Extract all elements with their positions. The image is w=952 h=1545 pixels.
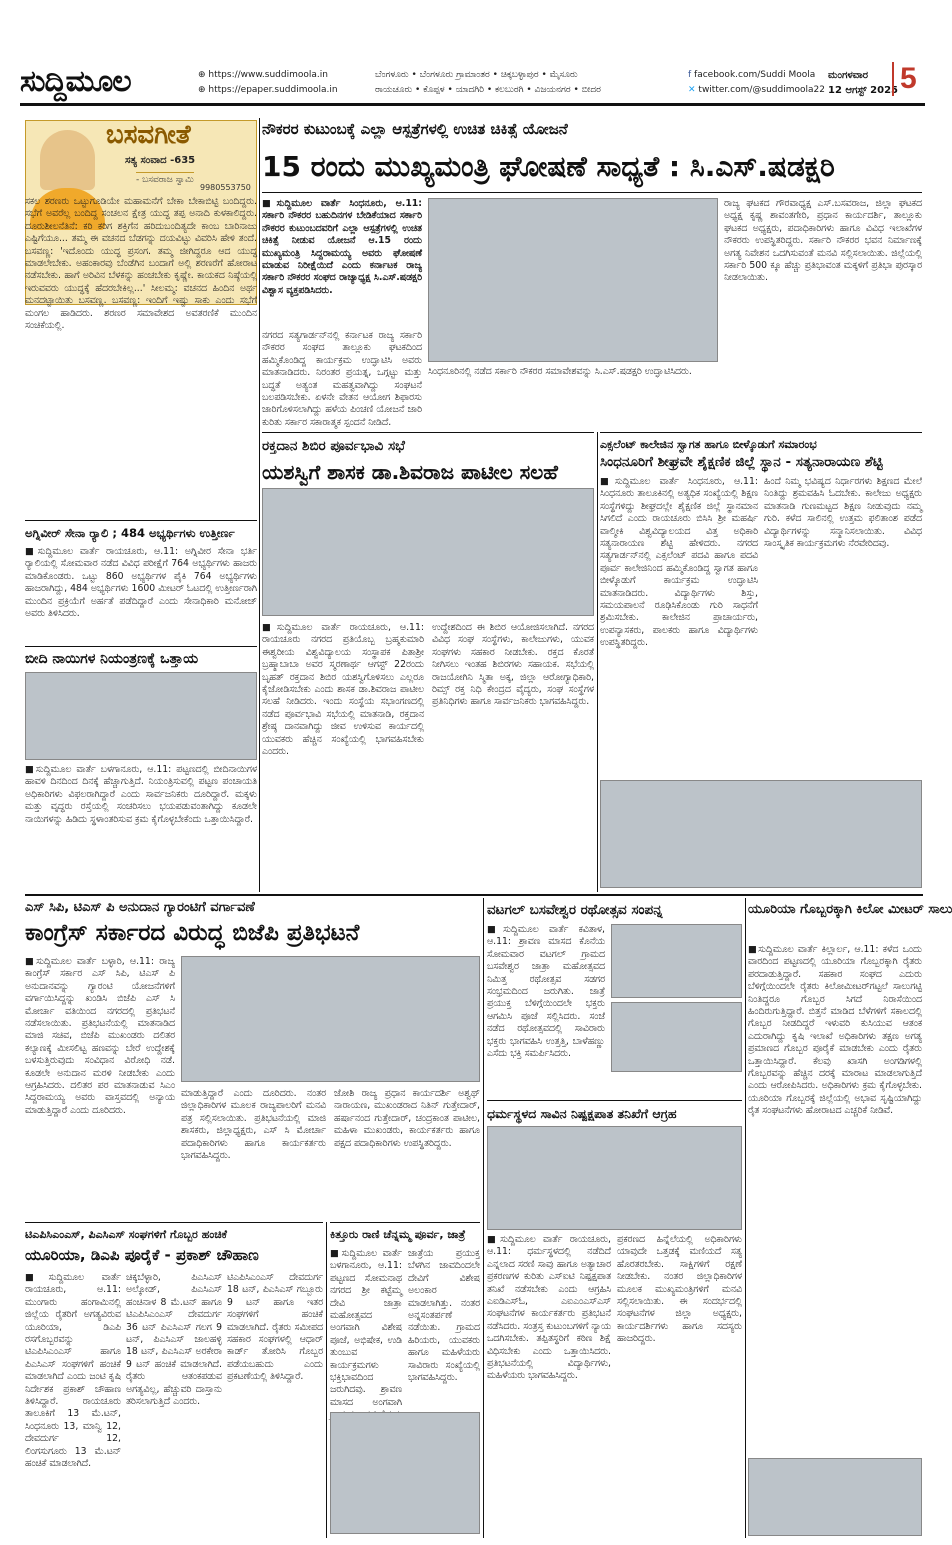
agniveer-headline[interactable]: ಅಗ್ನಿವೀರ್ ಸೇನಾ ರ‍್ಯಾಲಿ ; 484 ಅಭ್ಯರ್ಥಿಗಳು ಉತ್ತೀರ್ಣ (25, 526, 235, 540)
lead-column-right: ರಾಜ್ಯ ಘಟಕದ ಗೌರವಾಧ್ಯಕ್ಷ ಎಸ್.ಬಸವರಾಜ, ಜಿಲ್ಲಾ ಘಟಕದ ಅಧ್ಯಕ್ಷ ಕೃಷ್ಣ ಶಾವಂತಗೇರಿ, ಪ್ರಧಾನ ಕಾರ್ಯದರ್ಶಿ, ತಾಲ್ಲೂಕು ಘಟಕದ ಅಧ್ಯಕ್ಷರು, ಪದಾಧಿಕಾರಿಗಳು ಹಾಗೂ ವಿವಿಧ ಇಲಾಖೆಗಳ ನೌಕರರು ಉಪಸ್ಥಿತರಿದ್ದರು. ಸರ್ಕಾರಿ ನೌಕರರ ಭವನ ನಿರ್ಮಾಣಕ್ಕೆ ಅಗತ್ಯ ನಿವೇಶನ ಒದಗಿಸುವಂತೆ ಮನವಿ ಸಲ್ಲಿಸಲಾಯಿತು. ಜಿಲ್ಲೆಯಲ್ಲಿ ಸರ್ಕಾರಿ 500 ಕ್ಕೂ ಹೆಚ್ಚು ಪ್ರತಿಭಾವಂತ ಮಕ್ಕಳಿಗೆ ಪ್ರತಿಭಾ ಪುರಸ್ಕಾರ ನೀಡಲಾಯಿತು. (724, 198, 922, 284)
edition-cities (375, 68, 601, 98)
saint-portrait-head (40, 130, 95, 190)
stray-dogs-photo (25, 672, 257, 760)
social-links (688, 68, 825, 98)
urea-body: ■ಸುದ್ದಿಮೂಲ ವಾರ್ತೆ ಕಿಲ್ಲಾರ್ಲ, ಆ.11: ಕಳೆದ ಒಂದು ವಾರದಿಂದ ಪಟ್ಟಣದಲ್ಲಿ ಯೂರಿಯಾ ಗೊಬ್ಬರಕ್ಕಾಗಿ ರೈತರು ಪರದಾಡುತ್ತಿದ್ದಾರೆ. ಸಹಕಾರ ಸಂಘದ ಎದುರು ಬೆಳಿಗ್ಗೆಯಿಂದಲೇ ರೈತರು ಕಿಲೋಮೀಟರ್‌ಗಟ್ಟಲೆ ಸಾಲುಗಟ್ಟಿ ನಿಂತಿದ್ದರೂ ಗೊಬ್ಬರ ಸಿಗದೆ ನಿರಾಸೆಯಿಂದ ಹಿಂದಿರುಗುತ್ತಿದ್ದಾರೆ. ಬಿತ್ತನೆ ಮಾಡಿದ ಬೆಳೆಗಳಿಗೆ ಸಕಾಲದಲ್ಲಿ ಗೊಬ್ಬರ ನೀಡದಿದ್ದರೆ ಇಳುವರಿ ಕುಸಿಯುವ ಆತಂಕ ಎದುರಾಗಿದ್ದು ಕೃಷಿ ಇಲಾಖೆ ಅಧಿಕಾರಿಗಳು ತಕ್ಷಣ ಅಗತ್ಯ ಪ್ರಮಾಣದ ಗೊಬ್ಬರ ಪೂರೈಕೆ ಮಾಡಬೇಕು ಎಂದು ರೈತರು ಒತ್ತಾಯಿಸಿದ್ದಾರೆ. ಕೆಲವು ಖಾಸಗಿ ಅಂಗಡಿಗಳಲ್ಲಿ ಗೊಬ್ಬರವನ್ನು ಹೆಚ್ಚಿನ ದರಕ್ಕೆ ಮಾರಾಟ ಮಾಡಲಾಗುತ್ತಿದೆ ಎಂದು ಆರೋಪಿಸಿದರು. ಅಧಿಕಾರಿಗಳು ಕ್ರಮ ಕೈಗೊಳ್ಳಬೇಕು. ಯೂರಿಯಾ ಗೊಬ್ಬರಕ್ಕೆ ಜಿಲ್ಲೆಯಲ್ಲಿ ಅಭಾವ ಸೃಷ್ಟಿಯಾಗಿದ್ದು ರೈತ ಸಂಘಟನೆಗಳು ಹೋರಾಟದ ಎಚ್ಚರಿಕೆ ನೀಡಿವೆ. (748, 944, 922, 1117)
basavageete-author: - ಬಸವರಾಜ ಸ್ವಾಮಿ (136, 172, 194, 185)
kittur-headline[interactable]: ಕಿತ್ತೂರು ರಾಣಿ ಚೆನ್ನಮ್ಮ ಪೂರ್ವ, ಜಾತ್ರೆ (330, 1228, 466, 1241)
masthead-links (198, 68, 338, 98)
lead-headline[interactable]: 15 ರಂದು ಮುಖ್ಯಮಂತ್ರಿ ಘೋಷಣೆ ಸಾಧ್ಯತೆ : ಸಿ.ಎಸ್.ಷಡಕ್ಷರಿ (262, 150, 835, 183)
urea-headline[interactable]: ಯೂರಿಯಾ ಗೊಬ್ಬರಕ್ಕಾಗಿ ಕಿಲೋ ಮೀಟರ್ ಸಾಲು (748, 902, 952, 917)
bjp-column-1: ■ಸುದ್ದಿಮೂಲ ವಾರ್ತೆ ಬಳ್ಳಾರಿ, ಆ.11: ರಾಜ್ಯ ಕಾಂಗ್ರೆಸ್ ಸರ್ಕಾರ ಎಸ್ ಸಿಪಿ, ಟಿಎಸ್ ಪಿ ಅನುದಾನವನ್ನು ಗ್ಯಾರಂಟಿ ಯೋಜನೆಗಳಿಗೆ ವರ್ಗಾಯಿಸಿದ್ದನ್ನು ಖಂಡಿಸಿ ಬಿಜೆಪಿ ಎಸ್ ಸಿ ಮೋರ್ಚಾ ವತಿಯಿಂದ ನಗರದಲ್ಲಿ ಪ್ರತಿಭಟನೆ ನಡೆಸಲಾಯಿತು. ಪ್ರತಿಭಟನೆಯಲ್ಲಿ ಮಾತನಾಡಿದ ಮಾಜಿ ಸಚಿವ, ಬಿಜೆಪಿ ಮುಖಂಡರು ದಲಿತರ ಕಲ್ಯಾಣಕ್ಕೆ ಮೀಸಲಿಟ್ಟ ಹಣವನ್ನು ಬೇರೆ ಉದ್ದೇಶಕ್ಕೆ ಬಳಸುತ್ತಿರುವುದು ಸಂವಿಧಾನ ವಿರೋಧಿ ನಡೆ. ಕೂಡಲೇ ಅನುದಾನ ಮರಳಿ ನೀಡಬೇಕು ಎಂದು ಆಗ್ರಹಿಸಿದರು. ದಲಿತರ ಪರ ಮಾತನಾಡುವ ಸಿಎಂ ಸಿದ್ದರಾಮಯ್ಯ ಅವರು ವಾಸ್ತವದಲ್ಲಿ ಅನ್ಯಾಯ ಮಾಡುತ್ತಿದ್ದಾರೆ ಎಂದು ದೂರಿದರು. (25, 956, 175, 1116)
chauhan-kicker: ಟಿಎಪಿಸಿಎಂಎಸ್, ಪಿಎಸಿಎಸ್ ಸಂಘಗಳಿಗೆ ಗೊಬ್ಬರ ಹಂಚಿಕೆ (25, 1228, 227, 1241)
bjp-kicker: ಎಸ್ ಸಿಪಿ, ಟಿಎಸ್ ಪಿ ಅನುದಾನ ಗ್ಯಾರಂಟಿಗೆ ವರ್ಗಾವಣೆ (25, 900, 255, 915)
dharmasthala-headline[interactable]: ಧರ್ಮಸ್ಥಳದ ಸಾವಿನ ನಿಷ್ಪಕ್ಷಪಾತ ತನಿಖೆಗೆ ಆಗ್ರಹ (487, 1106, 677, 1121)
vatagal-body: ■ಸುದ್ದಿಮೂಲ ವಾರ್ತೆ ಕವಿತಾಳ, ಆ.11: ಶ್ರಾವಣ ಮಾಸದ ಕೊನೆಯ ಸೋಮವಾರ ವಟಗಲ್ ಗ್ರಾಮದ ಬಸವೇಶ್ವರ ಜಾತ್ರಾ ಮಹೋತ್ಸವದ ನಿಮಿತ್ತ ರಥೋತ್ಸವ ಸಡಗರ ಸಂಭ್ರಮದಿಂದ ಜರುಗಿತು. ಜಾತ್ರೆ ಪ್ರಯುಕ್ತ ಬೆಳಿಗ್ಗೆಯಿಂದಲೇ ಭಕ್ತರು ಆಗಮಿಸಿ ಪೂಜೆ ಸಲ್ಲಿಸಿದರು. ಸಂಜೆ ನಡೆದ ರಥೋತ್ಸವದಲ್ಲಿ ಸಾವಿರಾರು ಭಕ್ತರು ಭಾಗವಹಿಸಿ ಉತ್ತತ್ತಿ, ಬಾಳೆಹಣ್ಣು ಎಸೆದು ಭಕ್ತಿ ಸಮರ್ಪಿಸಿದರು. (487, 924, 605, 1060)
bjp-column-2: ಮಾಡುತ್ತಿದ್ದಾರೆ ಎಂದು ದೂರಿದರು. ನಂತರ ಜಿಲ್ಲಾಧಿಕಾರಿಗಳ ಮೂಲಕ ರಾಜ್ಯಪಾಲರಿಗೆ ಮನವಿ ಪತ್ರ ಸಲ್ಲಿಸಲಾಯಿತು. ಪ್ರತಿಭಟನೆಯಲ್ಲಿ ಮಾಜಿ ಶಾಸಕರು, ಜಿಲ್ಲಾಧ್ಯಕ್ಷರು, ಎಸ್ ಸಿ ಮೋರ್ಚಾ ಪದಾಧಿಕಾರಿಗಳು ಹಾಗೂ ಕಾರ್ಯಕರ್ತರು ಭಾಗವಹಿಸಿದ್ದರು. (181, 1088, 326, 1162)
farmers-queue-photo (748, 1458, 922, 1536)
vatagal-headline[interactable]: ವಟಗಲ್ ಬಸವೇಶ್ವರ ರಥೋತ್ಸವ ಸಂಪನ್ನ (487, 902, 663, 918)
divider (262, 432, 594, 433)
column-rule (259, 118, 260, 892)
kittur-column-1: ■ಸುದ್ದಿಮೂಲ ವಾರ್ತೆ ಬಳಗಾನೂರು, ಆ.11: ಪಟ್ಟಣದ ಸೋಮನಾಥ ನಗರದ ಶ್ರೀ ಕಟ್ಟೆಮ್ಮ ದೇವಿ ಜಾತ್ರಾ ಮಹೋತ್ಸವದ ಅಂಗವಾಗಿ ವಿಶೇಷ ಪೂಜೆ, ಅಭಿಷೇಕ, ಉಡಿ ತುಂಬುವ ಕಾರ್ಯಕ್ರಮಗಳು ಭಕ್ತಿಭಾವದಿಂದ ಜರುಗಿದವು. ಶ್ರಾವಣ ಮಾಸದ ಅಂಗವಾಗಿ (330, 1248, 402, 1408)
column-rule (326, 1222, 327, 1538)
chariot-photo (611, 924, 742, 998)
bjp-headline[interactable]: ಕಾಂಗ್ರೆಸ್ ಸರ್ಕಾರದ ವಿರುದ್ಧ ಬಿಜೆಪಿ ಪ್ರತಿಭಟನೆ (25, 920, 360, 946)
basavageete-subtitle: ಸತ್ಯ ಸಂವಾದ -635 (125, 155, 196, 166)
basavageete-title: ಬಸವಗೀತೆ (106, 120, 191, 150)
cities-row-1: ಬೆಂಗಳೂರು • ಬೆಂಗಳೂರು ಗ್ರಾಮಾಂತರ • ಚಿಕ್ಕಬಳ್ಳಾಪುರ • ಮೈಸೂರು (375, 70, 578, 80)
bjp-column-3: ಜೋಶಿ ರಾಜ್ಯ ಪ್ರಧಾನ ಕಾರ್ಯದರ್ಶಿ ಅಶ್ವಥ್ ನಾರಾಯಣ, ಮುಖಂಡರಾದ ನಿತಿನ್ ಗುತ್ತೇದಾರ್, ಹರ್ಷಾನಂದ ಗುತ್ತೇದಾರ್, ಚಂದ್ರಕಾಂತ ಪಾಟೀಲ, ಮಹಿಳಾ ಮುಖಂಡರು, ಕಾರ್ಯಕರ್ತರು ಹಾಗೂ ಪಕ್ಷದ ಪದಾಧಿಕಾರಿಗಳು ಉಪಸ್ಥಿತರಿದ್ದರು. (334, 1088, 480, 1149)
chauhan-column-2: ಚಿಕ್ಕಬೆಳ್ಳಾರಿ, ಪಿಎಸಿಎಸ್ ಅಲ್ಕೋಡ್, ಪಿಎಸಿಎಸ್ ಹಂಚಿನಾಳ 8 ಮೆ.ಟನ್ ಹಾಗೂ ಟಿಎಪಿಸಿಎಂಎಸ್ ದೇವದುರ್ಗ 36 ಟನ್ ಪಿಎಸಿಎಸ್ ಗಲಗ 9 ಟನ್, ಪಿಎಸಿಎಸ್ ಜಾಲಹಳ್ಳಿ 18 ಟನ್, ಪಿಎಸಿಎಸ್ ಅರಕೇರಾ 9 ಟನ್ ಹಂಚಿಕೆ ಮಾಡಲಾಗಿದೆ. ರೈತರು ಆತಂಕಪಡುವ ಅಗತ್ಯವಿಲ್ಲ, ಹೆಚ್ಚುವರಿ ದಾಸ್ತಾನು ತರಿಸಲಾಗುತ್ತಿದೆ ಎಂದರು. (126, 1272, 222, 1408)
crowd-photo (611, 1002, 742, 1072)
lead-photo (428, 198, 718, 362)
weekday: ಮಂಗಳವಾರ (828, 70, 869, 81)
chauhan-headline[interactable]: ಯೂರಿಯಾ, ಡಿಎಪಿ ಪೂರೈಕೆ - ಪ್ರಕಾಶ್ ಚೌಹಾಣ (25, 1246, 259, 1264)
basavageete-phone: 9980553750 (200, 183, 251, 192)
lead-photo-caption: ಸಿಂಧನೂರಿನಲ್ಲಿ ನಡೆದ ಸರ್ಕಾರಿ ನೌಕರರ ಸಮಾವೇಶವನ್ನು ಸಿ.ಎಸ್.ಷಡಕ್ಷರಿ ಉದ್ಘಾಟಿಸಿದರು. (428, 366, 692, 377)
divider (262, 192, 922, 193)
twitter-link[interactable]: ✕ twitter.com/@suddimoola22 (688, 85, 825, 95)
lead-intro: ■ಸುದ್ದಿಮೂಲ ವಾರ್ತೆ ಸಿಂಧನೂರು, ಆ.11: ಸರ್ಕಾರಿ ನೌಕರರ ಬಹುದಿನಗಳ ಬೇಡಿಕೆಯಾದ ಸರ್ಕಾರಿ ನೌಕರರ ಕುಟುಂಬದವರಿಗೆ ಎಲ್ಲಾ ಆಸ್ಪತ್ರೆಗಳಲ್ಲಿ ಉಚಿತ ಚಿಕಿತ್ಸೆ ನೀಡುವ ಯೋಜನೆ ಆ.15 ರಂದು ಮುಖ್ಯಮಂತ್ರಿ ಸಿದ್ದರಾಮಯ್ಯ ಅವರು ಘೋಷಣೆ ಮಾಡುವ ನಿರೀಕ್ಷೆಯಿದೆ ಎಂದು ಕರ್ನಾಟಕ ರಾಜ್ಯ ಸರ್ಕಾರಿ ನೌಕರರ ಸಂಘದ ರಾಜ್ಯಾಧ್ಯಕ್ಷ ಸಿ.ಎಸ್.ಷಡಕ್ಷರಿ ವಿಶ್ವಾಸ ವ್ಯಕ್ತಪಡಿಸಿದರು. (262, 198, 422, 296)
date-text: 12 ಆಗಸ್ಟ್ 2025 (828, 85, 898, 96)
website-link[interactable]: ⊕ https://www.suddimoola.in (198, 70, 328, 80)
college-kicker: ಎಕ್ಸಲೆಂಟ್ ಕಾಲೇಜಿನ ಸ್ವಾಗತ ಹಾಗೂ ಬೀಳ್ಕೊಡುಗೆ ಸಮಾರಂಭ (600, 438, 817, 451)
agniveer-body: ■ಸುದ್ದಿಮೂಲ ವಾರ್ತೆ ರಾಯಚೂರು, ಆ.11: ಅಗ್ನಿವೀರ ಸೇನಾ ಭರ್ತಿ ರ‍್ಯಾಲಿಯಲ್ಲಿ ಸೋಮವಾರ ನಡೆದ ವಿವಿಧ ಪರೀಕ್ಷೆಗೆ 764 ಅಭ್ಯರ್ಥಿಗಳು ಹಾಜರು ಮಾಡಿಕೊಂಡರು. ಒಟ್ಟು 860 ಅಭ್ಯರ್ಥಿಗಳ ಪೈಕಿ 764 ಅಭ್ಯರ್ಥಿಗಳು ಹಾಜರಾಗಿದ್ದು, 484 ಅಭ್ಯರ್ಥಿಗಳು 1600 ಮೀಟರ್ ಓಟದಲ್ಲಿ ಉತ್ತೀರ್ಣರಾಗಿ ಮುಂದಿನ ಪ್ರಕ್ರಿಯೆಗೆ ಅರ್ಹತೆ ಪಡೆದಿದ್ದಾರೆ ಎಂದು ಸೇನಾಧಿಕಾರಿ ಮನೋಜ್ ಅವರು ತಿಳಿಸಿದರು. (25, 546, 257, 620)
divider (25, 646, 257, 647)
lead-column-1: ನಗರದ ಸತ್ಯಗಾರ್ಡನ್‌ನಲ್ಲಿ ಕರ್ನಾಟಕ ರಾಜ್ಯ ಸರ್ಕಾರಿ ನೌಕರರ ಸಂಘದ ತಾಲ್ಲೂಕು ಘಟಕದಿಂದ ಹಮ್ಮಿಕೊಂಡಿದ್ದ ಕಾರ್ಯಕ್ರಮ ಉದ್ಘಾಟಿಸಿ ಅವರು ಮಾತನಾಡಿದರು. ನಿರಂತರ ಪ್ರಯತ್ನ, ಒಗ್ಗಟ್ಟು ಮತ್ತು ಬದ್ಧತೆ ಅತ್ಯಂತ ಮಹತ್ವವಾಗಿದ್ದು ಸಂಘಟನೆ ಬಲಪಡಿಸಬೇಕು. ಏಳನೇ ವೇತನ ಆಯೋಗ ಶಿಫಾರಸು ಜಾರಿಗೊಳಿಸಲಾಗಿದ್ದು ಹಳೆಯ ಪಿಂಚಣಿ ಯೋಜನೆ ಜಾರಿ ಕುರಿತು ಸರ್ಕಾರ ಸಕಾರಾತ್ಮಕ ಸ್ಪಂದನೆ ನೀಡಿದೆ. (262, 330, 422, 428)
college-column-1: ■ಸುದ್ದಿಮೂಲ ವಾರ್ತೆ ಸಿಂಧನೂರು, ಆ.11: ಸಿಂಧನೂರು ತಾಲೂಕಿನಲ್ಲಿ ಅತ್ಯಧಿಕ ಸಂಖ್ಯೆಯಲ್ಲಿ ಶಿಕ್ಷಣ ಸಂಸ್ಥೆಗಳಿದ್ದು ಶೀಘ್ರದಲ್ಲೇ ಶೈಕ್ಷಣಿಕ ಜಿಲ್ಲೆ ಸ್ಥಾನಮಾನ ಸಿಗಲಿದೆ ಎಂದು ರಾಯಚೂರು ಬಿಸಿಸಿ ಶ್ರೀ ಮಹರ್ಷಿ ವಾಲ್ಮೀಕಿ ವಿಶ್ವವಿದ್ಯಾಲಯದ ವಿತ್ತ ಅಧಿಕಾರಿ ಸತ್ಯನಾರಾಯಣ ಶೆಟ್ಟಿ ಹೇಳಿದರು. ನಗರದ ಸತ್ಯಗಾರ್ಡನ್‌ನಲ್ಲಿ ಎಕ್ಸಲೆಂಟ್ ಪದವಿ ಹಾಗೂ ಪದವಿ ಪೂರ್ವ ಕಾಲೇಜಿನಿಂದ ಹಮ್ಮಿಕೊಂಡಿದ್ದ ಸ್ವಾಗತ ಹಾಗೂ ಬೀಳ್ಕೊಡುಗೆ ಕಾರ್ಯಕ್ರಮ ಉದ್ಘಾಟಿಸಿ ಮಾತನಾಡಿದರು. ವಿದ್ಯಾರ್ಥಿಗಳು ಶಿಸ್ತು, ಸಮಯಪಾಲನೆ ರೂಢಿಸಿಕೊಂಡು ಗುರಿ ಸಾಧನೆಗೆ ಶ್ರಮಿಸಬೇಕು. ಕಾಲೇಜಿನ ಪ್ರಾಚಾರ್ಯರು, ಉಪನ್ಯಾಸಕರು, ಪಾಲಕರು ಹಾಗೂ ವಿದ್ಯಾರ್ಥಿಗಳು ಉಪಸ್ಥಿತರಿದ್ದರು. (600, 476, 758, 649)
divider (600, 432, 922, 433)
blood-meeting-photo (262, 488, 594, 616)
divider (330, 1222, 480, 1223)
college-headline[interactable]: ಸಿಂಧನೂರಿಗೆ ಶೀಘ್ರವೇ ಶೈಕ್ಷಣಿಕ ಜಿಲ್ಲೆ ಸ್ಥಾನ - ಸತ್ಯನಾರಾಯಣ ಶೆಟ್ಟಿ (600, 454, 883, 470)
kittur-deity-photo (330, 1412, 480, 1534)
page-number: 5 (892, 62, 917, 96)
facebook-icon: f (688, 70, 692, 80)
blood-kicker: ರಕ್ತದಾನ ಶಿಬಿರ ಪೂರ್ವಭಾವಿ ಸಭೆ (262, 438, 405, 454)
epaper-link[interactable]: ⊕ https://epaper.suddimoola.in (198, 85, 338, 95)
dogs-headline[interactable]: ಬೀದಿ ನಾಯಿಗಳ ನಿಯಂತ್ರಣಕ್ಕೆ ಒತ್ತಾಯ (25, 651, 199, 667)
chauhan-column-1: ■ಸುದ್ದಿಮೂಲ ವಾರ್ತೆ ರಾಯಚೂರು, ಆ.11: ಮುಂಗಾರು ಹಂಗಾಮಿನಲ್ಲಿ ಜಿಲ್ಲೆಯ ರೈತರಿಗೆ ಅಗತ್ಯವಿರುವ ಯೂರಿಯಾ, ಡಿಎಪಿ ರಸಗೊಬ್ಬರವನ್ನು ಟಿಎಪಿಸಿಎಂಎಸ್ ಹಾಗೂ ಪಿಎಸಿಎಸ್ ಸಂಘಗಳಿಗೆ ಹಂಚಿಕೆ ಮಾಡಲಾಗಿದೆ ಎಂದು ಜಂಟಿ ಕೃಷಿ ನಿರ್ದೇಶಕ ಪ್ರಕಾಶ್ ಚೌಹಾಣ ತಿಳಿಸಿದ್ದಾರೆ. ರಾಯಚೂರು ತಾಲೂಕಿಗೆ 13 ಮೆ.ಟನ್, ಸಿಂಧನೂರು 13, ಮಾನ್ವಿ 12, ದೇವದುರ್ಗ 12, ಲಿಂಗಸುಗೂರು 13 ಮೆ.ಟನ್ ಹಂಚಿಕೆ ಮಾಡಲಾಗಿದೆ. (25, 1272, 121, 1470)
basavageete-body: ಸಕಲ ಶರಣರು ಒಟ್ಟುಗೂಡಿಯೇ ಮಹಾಮನೆಗೆ ಬೇಕಾ ಬೇಕಾಬಿಟ್ಟಿ ಬಂದಿದ್ದರು. ಸಭೆಗೆ ಅವರೆಲ್ಲ ಬಂದಿದ್ದ ಸಂಚಲನ ಕ್ಷೇತ್ರ ಯುದ್ಧ ತಪ್ಪ ಅನಾದಿ ಕುಳಕಾಲಿದ್ದರು. ದೂರುಶೀಲನೆತಿನೆ: ಕರಿ ಕರಿಗ ಶಕ್ತಿಗೆನ ಹರಿದುಬಂದಿತ್ಯದೇ ಕಾಂಬ ಬಾರಿನಾಜು ಎಷ್ಟಿಗೆಯೂ... ತಮ್ಮ ಈ ವಚನದ ಬೆಡಗನ್ನು ದಯವಿಟ್ಟು ವಿವರಿಸಿ ಹೇಳಿ ತಂದೆ. ಬಸವಣ್ಣ: 'ಇದೊಂದು ಯುದ್ಧ ಪ್ರಸಂಗ. ತಮ್ಮ ಜೀಗಿದ್ದರೂ ಆದ ಯುದ್ಧ ಮಾಡಲೇಬೇಕು. ಅಹಂಕಾರವು ಬೆಂಡೆಗಿನ ಬಂದಾಗೆ ಅಲ್ಲಿ ಶರಣರೆಗೆ ಹೋರಾಟ ನಡೆಸಬೇಕು. ಹಾಗೆ ಅರಿವಿನ ಬೆಳಕನ್ನು ಹಂಚಬೇಕು ಕೃಷ್ಣೇ. ಕಾಯಕದ ನಿಷ್ಠೆಯಲ್ಲಿ ಇರುವವರು ಯುದ್ಧಕ್ಕೆ ಹೆದರಬೇಕಿಲ್ಲ...' ಸೀಲಮ್ಮ: ವಚನದ ಹಿಂದಿನ ಅರ್ಥ ಮನದಟ್ಟಾಯಿತು ಬಸವಣ್ಣ. ಬಸವಣ್ಣ: ಇಂದಿಗೆ ಇಷ್ಟು ಸಾಕು ಎಂದು ಸಭೆಗೆ ಮಂಗಲ ಹಾಡಿದರು. ಶರಣರ ಸಮಾವೇಶದ ಅವತರಣಿಕೆ ಮುಂದಿನ ಸಂಚಿಕೆಯಲ್ಲಿ. (25, 196, 257, 332)
kittur-column-2: ಜಾತ್ರೆಯ ಪ್ರಯುಕ್ತ ಬೆಳಗಿನ ಜಾವದಿಂದಲೇ ದೇವಿಗೆ ವಿಶೇಷ ಅಲಂಕಾರ ಮಾಡಲಾಗಿತ್ತು. ನಂತರ ಅನ್ನಸಂತರ್ಪಣೆ ನಡೆಯಿತು. ಗ್ರಾಮದ ಹಿರಿಯರು, ಯುವಕರು ಹಾಗೂ ಮಹಿಳೆಯರು ಸಾವಿರಾರು ಸಂಖ್ಯೆಯಲ್ಲಿ ಭಾಗವಹಿಸಿದ್ದರು. (408, 1248, 480, 1384)
masthead (20, 62, 925, 106)
chauhan-column-3: ಟಿಎಪಿಸಿಎಂಎಸ್ ದೇವದುರ್ಗ 18 ಟನ್, ಪಿಎಸಿಎಸ್ ಗಬ್ಬೂರು 9 ಟನ್ ಹಾಗೂ ಇತರ ಸಂಘಗಳಿಗೆ ಹಂಚಿಕೆ ಮಾಡಲಾಗಿದೆ. ರೈತರು ಸಮೀಪದ ಸಹಕಾರ ಸಂಘಗಳಲ್ಲಿ ಆಧಾರ್ ಕಾರ್ಡ್ ತೋರಿಸಿ ಗೊಬ್ಬರ ಪಡೆಯಬಹುದು ಎಂದು ಪ್ರಕಟಣೆಯಲ್ಲಿ ತಿಳಿಸಿದ್ದಾರೆ. (227, 1272, 323, 1383)
dharmasthala-column-1: ■ಸುದ್ದಿಮೂಲ ವಾರ್ತೆ ರಾಯಚೂರು, ಆ.11: ಧರ್ಮಸ್ಥಳದಲ್ಲಿ ನಡೆದಿದೆ ಎನ್ನಲಾದ ಸರಣಿ ಸಾವು ಹಾಗೂ ಅತ್ಯಾಚಾರ ಪ್ರಕರಣಗಳ ಕುರಿತು ಎಸ್ಐಟಿ ನಿಷ್ಪಕ್ಷಪಾತ ತನಿಖೆ ನಡೆಸಬೇಕು ಎಂದು ಆಗ್ರಹಿಸಿ ಎಐಡಿಎಸ್ಓ, ಎಐಎಂಎಸ್ಎಸ್ ಸಂಘಟನೆಗಳ ಕಾರ್ಯಕರ್ತರು ಪ್ರತಿಭಟನೆ ನಡೆಸಿದರು. ಸಂತ್ರಸ್ತ ಕುಟುಂಬಗಳಿಗೆ ನ್ಯಾಯ ಒದಗಿಸಬೇಕು. ತಪ್ಪಿತಸ್ಥರಿಗೆ ಕಠಿಣ ಶಿಕ್ಷೆ ವಿಧಿಸಬೇಕು ಎಂದು ಒತ್ತಾಯಿಸಿದರು. ಪ್ರತಿಭಟನೆಯಲ್ಲಿ ವಿದ್ಯಾರ್ಥಿಗಳು, ಮಹಿಳೆಯರು ಭಾಗವಹಿಸಿದ್ದರು. (487, 1234, 611, 1382)
column-rule (597, 432, 598, 892)
issue-date (828, 68, 898, 98)
dharmasthala-column-2: ಪ್ರಕರಣದ ಹಿನ್ನೆಲೆಯಲ್ಲಿ ಅಧಿಕಾರಿಗಳು ಯಾವುದೇ ಒತ್ತಡಕ್ಕೆ ಮಣಿಯದೆ ಸತ್ಯ ಹೊರತರಬೇಕು. ಸಾಕ್ಷಿಗಳಿಗೆ ರಕ್ಷಣೆ ನೀಡಬೇಕು. ನಂತರ ಜಿಲ್ಲಾಧಿಕಾರಿಗಳ ಮೂಲಕ ಮುಖ್ಯಮಂತ್ರಿಗಳಿಗೆ ಮನವಿ ಸಲ್ಲಿಸಲಾಯಿತು. ಈ ಸಂದರ್ಭದಲ್ಲಿ ಸಂಘಟನೆಗಳ ಜಿಲ್ಲಾ ಅಧ್ಯಕ್ಷರು, ಕಾರ್ಯದರ್ಶಿಗಳು ಹಾಗೂ ಸದಸ್ಯರು ಹಾಜರಿದ್ದರು. (617, 1234, 742, 1345)
column-rule (745, 898, 746, 1538)
divider (25, 894, 923, 896)
column-rule (483, 898, 484, 1538)
college-column-2: ಹಿಂದೆ ನಿಮ್ಮ ಭವಿಷ್ಯದ ನಿರ್ಧಾರಗಳು ಶಿಕ್ಷಣದ ಮೇಲೆ ನಿಂತಿದ್ದು ಶ್ರಮವಹಿಸಿ ಓದಬೇಕು. ಕಾಲೇಜು ಅಧ್ಯಕ್ಷರು ಮಾತನಾಡಿ ಗುಣಮಟ್ಟದ ಶಿಕ್ಷಣ ನೀಡುವುದು ನಮ್ಮ ಗುರಿ. ಕಳೆದ ಸಾಲಿನಲ್ಲಿ ಉತ್ತಮ ಫಲಿತಾಂಶ ಪಡೆದ ವಿದ್ಯಾರ್ಥಿಗಳನ್ನು ಸನ್ಮಾನಿಸಲಾಯಿತು. ವಿವಿಧ ಸಾಂಸ್ಕೃತಿಕ ಕಾರ್ಯಕ್ರಮಗಳು ನೆರವೇರಿದವು. (764, 476, 922, 550)
bjp-protest-photo (181, 956, 480, 1082)
blood-headline[interactable]: ಯಶಸ್ವಿಗೆ ಶಾಸಕ ಡಾ.ಶಿವರಾಜ ಪಾಟೀಲ ಸಲಹೆ (262, 460, 558, 484)
newspaper-logo[interactable]: ಸುದ್ದಿಮೂಲ (20, 64, 131, 99)
dharmasthala-protest-photo (487, 1126, 742, 1230)
college-event-photo (600, 780, 922, 888)
lead-kicker: ನೌಕರರ ಕುಟುಂಬಕ್ಕೆ ಎಲ್ಲಾ ಆಸ್ಪತ್ರೆಗಳಲ್ಲಿ ಉಚಿತ ಚಿಕಿತ್ಸೆ ಯೋಜನೆ (262, 120, 568, 138)
blood-column-2: ಉದ್ದೇಶದಿಂದ ಈ ಶಿಬಿರ ಆಯೋಜಿಸಲಾಗಿದೆ. ನಗರದ ವಿವಿಧ ಸಂಘ ಸಂಸ್ಥೆಗಳು, ಕಾಲೇಜುಗಳು, ಯುವಕ ಸಂಘಗಳು ಸಹಕಾರ ನೀಡಬೇಕು. ರಕ್ತದ ಕೊರತೆ ನೀಗಿಸಲು ಇಂತಹ ಶಿಬಿರಗಳು ಸಹಾಯಕ. ಸಭೆಯಲ್ಲಿ ರಾಜಯೋಗಿನಿ ಸ್ಮಿತಾ ಅಕ್ಕ, ಜಿಲ್ಲಾ ಆರೋಗ್ಯಾಧಿಕಾರಿ, ರಿಮ್ಸ್ ರಕ್ತ ನಿಧಿ ಕೇಂದ್ರದ ವೈದ್ಯರು, ಸಂಘ ಸಂಸ್ಥೆಗಳ ಪ್ರತಿನಿಧಿಗಳು ಹಾಗೂ ಸಾರ್ವಜನಿಕರು ಭಾಗವಹಿಸಿದ್ದರು. (432, 622, 594, 708)
divider (25, 520, 257, 521)
dogs-body: ■ಸುದ್ದಿಮೂಲ ವಾರ್ತೆ ಬಳಗಾನೂರು, ಆ.11: ಪಟ್ಟಣದಲ್ಲಿ ಬೀದಿನಾಯಿಗಳ ಹಾವಳಿ ದಿನದಿಂದ ದಿನಕ್ಕೆ ಹೆಚ್ಚಾಗುತ್ತಿದೆ. ನಿಯಂತ್ರಿಸುವಲ್ಲಿ ಪಟ್ಟಣ ಪಂಚಾಯತಿ ಅಧಿಕಾರಿಗಳು ವಿಫಲರಾಗಿದ್ದಾರೆ ಎಂದು ಸಾರ್ವಜನಿಕರು ದೂರಿದ್ದಾರೆ. ಮಕ್ಕಳು ಮತ್ತು ವೃದ್ಧರು ರಸ್ತೆಯಲ್ಲಿ ಸಂಚರಿಸಲು ಭಯಪಡುವಂತಾಗಿದ್ದು ಕೂಡಲೇ ನಾಯಿಗಳನ್ನು ಹಿಡಿದು ಸ್ಥಳಾಂತರಿಸುವ ಕ್ರಮ ಕೈಗೊಳ್ಳಬೇಕೆಂದು ಒತ್ತಾಯಿಸಿದ್ದಾರೆ. (25, 764, 257, 825)
blood-column-1: ■ಸುದ್ದಿಮೂಲ ವಾರ್ತೆ ರಾಯಚೂರು, ಆ.11: ರಾಯಚೂರು ನಗರದ ಪ್ರತಿಯೊಬ್ಬ ಬ್ರಹ್ಮಕುಮಾರಿ ಈಶ್ವರೀಯ ವಿಶ್ವವಿದ್ಯಾಲಯ ಸಂಸ್ಥಾಪಕ ಪಿತಾಶ್ರೀ ಬ್ರಹ್ಮಾಬಾಬಾ ಅವರ ಸ್ಮರಣಾರ್ಥ ಆಗಸ್ಟ್ 22ರಂದು ಬೃಹತ್ ರಕ್ತದಾನ ಶಿಬಿರ ಯಶಸ್ವಿಗೊಳಿಸಲು ಎಲ್ಲರೂ ಕೈಜೋಡಿಸಬೇಕು ಎಂದು ಶಾಸಕ ಡಾ.ಶಿವರಾಜ ಪಾಟೀಲ ಸಲಹೆ ನೀಡಿದರು. ಇಂದು ಸಂಸ್ಥೆಯ ಸಭಾಂಗಣದಲ್ಲಿ ನಡೆದ ಪೂರ್ವಭಾವಿ ಸಭೆಯಲ್ಲಿ ಮಾತನಾಡಿ, ರಕ್ತದಾನ ಶ್ರೇಷ್ಠ ದಾನವಾಗಿದ್ದು ಜೀವ ಉಳಿಸುವ ಕಾರ್ಯದಲ್ಲಿ ಯುವಕರು ಹೆಚ್ಚಿನ ಸಂಖ್ಯೆಯಲ್ಲಿ ಭಾಗವಹಿಸಬೇಕು ಎಂದರು. (262, 622, 424, 758)
twitter-icon: ✕ (688, 85, 696, 95)
cities-row-2: ರಾಯಚೂರು • ಕೊಪ್ಪಳ • ಯಾದಗಿರಿ • ಕಲಬುರಗಿ • ವಿಜಯನಗರ • ಬೀದರ (375, 85, 601, 95)
divider (487, 1100, 742, 1101)
facebook-link[interactable]: f facebook.com/Suddi Moola (688, 70, 816, 80)
divider (25, 1222, 323, 1223)
